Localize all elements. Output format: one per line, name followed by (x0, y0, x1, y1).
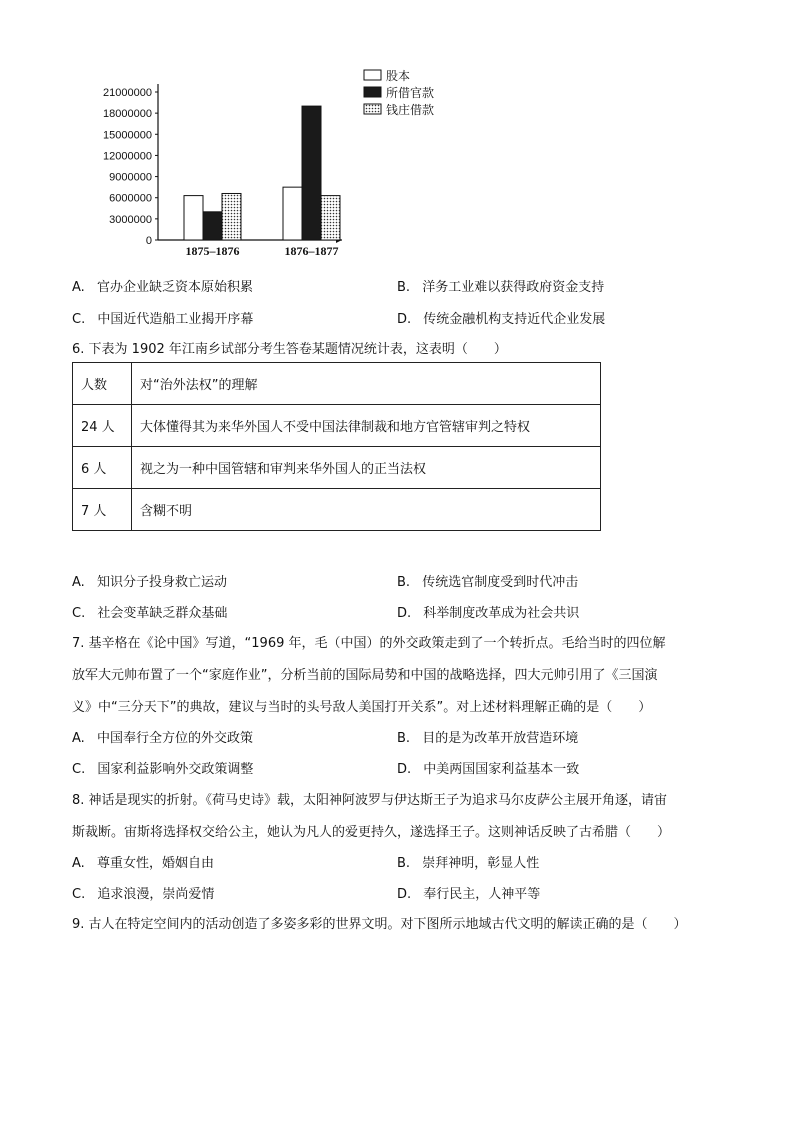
x-category-label: 1876–1877 (284, 244, 339, 258)
q7-stem-line-1: 7. 基辛格在《论中国》写道，“1969 年，毛（中国）的外交政策走到了一个转折点。毛给当时的四位解 (72, 636, 666, 651)
option-letter: B. (397, 731, 411, 746)
option-text: 中国近代造船工业揭开序幕 (97, 312, 254, 327)
option-text: 追求浪漫，崇尚爱情 (97, 887, 215, 902)
legend-label: 股本 (386, 69, 411, 83)
bar-qianzhuang-loan (321, 196, 340, 240)
q7-option-b (397, 727, 578, 746)
q5-option-c (72, 308, 253, 327)
q9-stem: 9. 古人在特定空间内的活动创造了多姿多彩的世界文明。对下图所示地域古代文明的解读正确的是（ ） (72, 917, 687, 932)
option-letter: C. (72, 762, 86, 777)
q8-option-d (397, 883, 540, 902)
legend-swatch (364, 87, 381, 97)
option-letter: C. (72, 312, 86, 327)
option-text: 科举制度改革成为社会共识 (423, 606, 580, 621)
option-letter: B. (397, 280, 411, 295)
option-text: 奉行民主，人神平等 (423, 887, 541, 902)
table-cell: 24 人 (73, 405, 132, 447)
header-cell-count: 人数 (73, 363, 132, 405)
q5-option-a (72, 276, 253, 295)
option-text: 洋务工业难以获得政府资金支持 (422, 280, 605, 295)
bar-share-capital (184, 196, 203, 240)
y-tick-label: 15000000 (103, 129, 152, 142)
option-text: 国家利益影响外交政策调整 (97, 762, 254, 777)
option-letter: A. (72, 280, 85, 295)
y-tick-label: 6000000 (109, 192, 152, 205)
q7-option-a (72, 727, 253, 746)
table-row (73, 405, 601, 447)
y-tick-label: 12000000 (103, 150, 152, 163)
bar-government-loan (203, 212, 222, 240)
q8-option-a (72, 852, 214, 871)
q6-option-a (72, 571, 227, 590)
bar-share-capital (283, 187, 302, 240)
q6-option-d (397, 602, 579, 621)
option-text: 传统选官制度受到时代冲击 (422, 575, 579, 590)
option-letter: D. (397, 887, 412, 902)
option-text: 官办企业缺乏资本原始积累 (96, 280, 253, 295)
option-letter: A. (72, 731, 85, 746)
q7-stem-line-2: 放军大元帅布置了一个“家庭作业”，分析当前的国际局势和中国的战略选择，四大元帅引用了《三国演 (72, 668, 658, 683)
option-letter: C. (72, 887, 86, 902)
table-cell: 视之为一种中国管辖和审判来华外国人的正当法权 (132, 447, 601, 489)
option-letter: D. (397, 606, 412, 621)
table-cell: 大体懂得其为来华外国人不受中国法律制裁和地方官管辖审判之特权 (132, 405, 601, 447)
legend-label: 钱庄借款 (386, 103, 435, 117)
q6-option-b (397, 571, 578, 590)
y-tick-label: 3000000 (109, 213, 152, 226)
option-text: 尊重女性，婚姻自由 (96, 856, 214, 871)
option-text: 传统金融机构支持近代企业发展 (423, 312, 606, 327)
y-tick-label: 0 (145, 235, 152, 247)
legend-label: 所借官款 (386, 86, 435, 100)
q5-option-b (397, 276, 604, 295)
bar-government-loan (302, 106, 321, 240)
q6-stem: 6. 下表为 1902 年江南乡试部分考生答卷某题情况统计表，这表明（ ） (72, 342, 507, 357)
option-text: 知识分子投身救亡运动 (96, 575, 227, 590)
option-letter: C. (72, 606, 86, 621)
q8-stem-line-1: 8. 神话是现实的折射。《荷马史诗》载，太阳神阿波罗与伊达斯王子为追求马尔皮萨公主展开角逐，请宙 (72, 793, 668, 808)
option-letter: D. (397, 762, 412, 777)
y-tick-label: 21000000 (103, 87, 152, 99)
table-row (73, 489, 601, 531)
table-header-row (73, 363, 601, 405)
q7-option-d (397, 758, 579, 777)
bar-qianzhuang-loan (222, 193, 241, 240)
table-cell: 7 人 (73, 489, 132, 531)
capital-structure-bar-chart (80, 62, 460, 262)
option-text: 中国奉行全方位的外交政策 (96, 731, 253, 746)
option-text: 目的是为改革开放营造环境 (422, 731, 579, 746)
x-category-label: 1875–1876 (185, 244, 240, 258)
option-letter: A. (72, 856, 85, 871)
table-row (73, 447, 601, 489)
option-letter: B. (397, 856, 411, 871)
q7-stem-line-3: 义》中“三分天下”的典故，建议与当时的头号敌人美国打开关系”。对上述材料理解正确的是（ ） (72, 700, 652, 715)
q8-stem-line-2: 斯裁断。宙斯将选择权交给公主，她认为凡人的爱更持久，遂选择王子。这则神话反映了古希腊（ ） (72, 825, 671, 840)
option-letter: A. (72, 575, 85, 590)
table-cell: 含糊不明 (132, 489, 601, 531)
y-tick-label: 18000000 (103, 108, 152, 121)
q6-option-c (72, 602, 227, 621)
option-letter: D. (397, 312, 412, 327)
q8-option-c (72, 883, 214, 902)
q7-option-c (72, 758, 253, 777)
q8-option-b (397, 852, 539, 871)
q6-statistics-table (72, 362, 601, 531)
table-cell: 6 人 (73, 447, 132, 489)
option-text: 中美两国国家利益基本一致 (423, 762, 580, 777)
q5-option-d (397, 308, 605, 327)
legend-swatch (364, 104, 381, 114)
option-letter: B. (397, 575, 411, 590)
option-text: 社会变革缺乏群众基础 (97, 606, 228, 621)
option-text: 崇拜神明，彰显人性 (422, 856, 540, 871)
y-tick-label: 9000000 (109, 171, 152, 184)
header-cell-understanding: 对“治外法权”的理解 (132, 363, 601, 405)
legend-swatch (364, 70, 381, 80)
